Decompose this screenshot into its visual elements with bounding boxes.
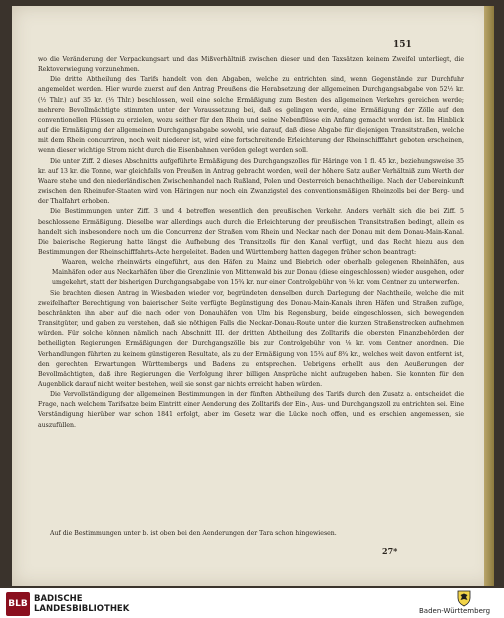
page-number: 151 xyxy=(393,40,412,50)
closing-line: Auf die Bestimmungen unter b. ist oben bei den Aenderungen der Tara schon hingewiesen. xyxy=(50,530,337,537)
baden-wuerttemberg-crest-icon xyxy=(455,589,473,607)
body-text xyxy=(38,55,464,523)
paragraph: Die unter Ziff. 2 dieses Abschnitts aufgeführte Ermäßigung des Durchgangszolles für Häringe von 1 fl. 45 kr., beziehungsweise 35 kr. auf 13 kr. die Tonne, war gleichfalls von Preußen in Antrag gebracht worden, weil der höhere Satz außer Verhältniß zum Werth der Waare stehe und den niederländischen Zwischenhandel nach Rußland, Polen und Oesterreich benachtheilige. Nach der Uebereinkunft zwischen den Rheinufer-Staaten wird von Häringen nur noch ein Zwanzigstel des conventionsmäßigen Rheinzolls bei der Berg- und der Thalfahrt erhoben. xyxy=(38,157,464,206)
page-gilt-edge xyxy=(484,6,494,586)
library-name-line1: BADISCHE xyxy=(34,594,83,604)
paragraph: Die Bestimmungen unter Ziff. 3 und 4 betreffen wesentlich den preußischen Verkehr. Anders verhält sich die bei Ziff. 5 beschlossene Ermäßigung. Dieselbe war allerdings auch durch die Erleichterung der preußischen Transitstraßen bedingt, allein es handelt sich insbesondere noch um die Concurrenz der Straßen vom Rhein und Neckar nach der Donau mit dem Donau-Main-Kanal. Die baierische Regierung hatte längst die Aufhebung des Transitzolls für den Kanal verfügt, und das Recht hiezu aus den Bestimmungen der Rheinschifffahrts-Acte hergeleitet. Baden und Württemberg hatten dagegen früher schon beantragt: xyxy=(38,208,464,256)
paragraph: Die dritte Abtheilung des Tarifs handelt von den Abgaben, welche zu entrichten sind, wenn Gegenstände zur Durchfuhr angemeldet werden. Hier wurde zuerst auf den Antrag Preußens die Herabsetzung der allgemeinen Durchgangsabgabe von 52½ kr. (½ Thlr.) auf 35 kr. (⅓ Thlr.) beschlossen, weil eine solche Ermäßigung zum Besten des allgemeinen Verkehrs gereichen werde; mehrere Bevollmächtigte stimmten unter der Voraussetzung bei, daß es gelingen werde, eine Ermäßigung der Zölle auf den conventionellen Flüssen zu erzielen, wozu seither für den Rhein und seine Nebenflüsse ein Anfang gemacht worden ist. Im Hinblick auf die Ermäßigung der allgemeinen Durchgangsabgabe sowohl, wie darauf, daß diese Abgabe für diejenigen Transitstraßen, welche mit dem Rhein concurriren, noch weit niederer ist, wird eine fortschreitende Erleichterung der Rheinschifffahrt geboten erscheinen, wenn dieser wichtige Strom nicht durch die Eisenbahnen veröden gelegt werden soll. xyxy=(38,76,464,155)
paragraph: Sie brachten diesen Antrag in Wiesbaden wieder vor, begründeten denselben durch Darlegung der Nachtheile, welche die mit zweifelhafter Berechtigung von baierischer Seite verfügte Begünstigung des Donau-Main-Kanals ihren Häfen und Straßen zufüge, beschränkten ihn aber auf die nach oder von Donauhäfen von Ulm bis Regensburg, beide eingeschlossen, sich bewegenden Transitgüter, und gaben zu verstehen, daß sie nöthigen Falls die Neckar-Donau-Route unter die kurzen Straßenstrecken aufnehmen würden. Für solche können nämlich nach Abschnitt III. der dritten Abtheilung des Zolltarifs die obersten Finanzbehörden der betheiligten Regierungen Ermäßigungen der Durchgangszölle bis zur Controlgebühr von ⅛ kr. vom Centner anordnen. Die Verhandlungen führten zu keinem günstigeren Resultate, als zu der Ermäßigung von 15¾ auf 8¾ kr., welches weit davon entfernt ist, den gerechten Erwartungen Württembergs und Badens zu entsprechen. Uebrigens erhellt aus den Aeußerungen der Bevollmächtigten, daß ihre Regierungen die Verfolgung ihrer billigen Ansprüche nicht aufzugeben haben. Sie konnten für den Augenblick darauf nicht weiter bestehen, weil sie sonst gar nichts erreicht haben würden. xyxy=(38,289,464,388)
quoted-proposal: Waaren, welche rheinwärts eingeführt, aus den Häfen zu Mainz und Biebrich oder oberhalb gelegenen Rheinhäfen, aus Mainhäfen oder aus Neckarhäfen über die Grenzlinie von Mittenwald bis zur Donau (diese eingeschlossen) wieder ausgehen, oder umgekehrt, statt der bisherigen Durchgangsabgabe von 15¾ kr. nur einer Controlgebühr von ⅛ kr. vom Centner zu unterwerfen. xyxy=(52,259,464,287)
blb-logo[interactable]: BLB xyxy=(6,592,30,616)
paragraph: wo die Veränderung der Verpackungsart und das Mißverhältniß zwischen dieser und den Taxsätzen keinem Zweifel unterliegt, die Rektoverwiegung vorzunehmen. xyxy=(38,56,464,74)
signature-mark: 27* xyxy=(382,546,398,556)
paragraph: Die Vervollständigung der allgemeinen Bestimmungen in der fünften Abtheilung des Tarifs durch den Zusatz a. entscheidet die Frage, nach welchem Tarifsatze beim Eintritt einer Aenderung des Zolltarifs der Ein-, Aus- und Durchgangszoll zu entrichten sei. Eine Verständigung hierüber war schon 1841 erfolgt, aber im Gesetz war die Lücke noch offen, und es erschien angemessen, sie auszufüllen. xyxy=(38,391,464,429)
state-label: Baden-Württemberg xyxy=(419,607,491,615)
library-name-line2: LANDESBIBLIOTHEK xyxy=(34,604,130,614)
library-name xyxy=(34,594,129,614)
